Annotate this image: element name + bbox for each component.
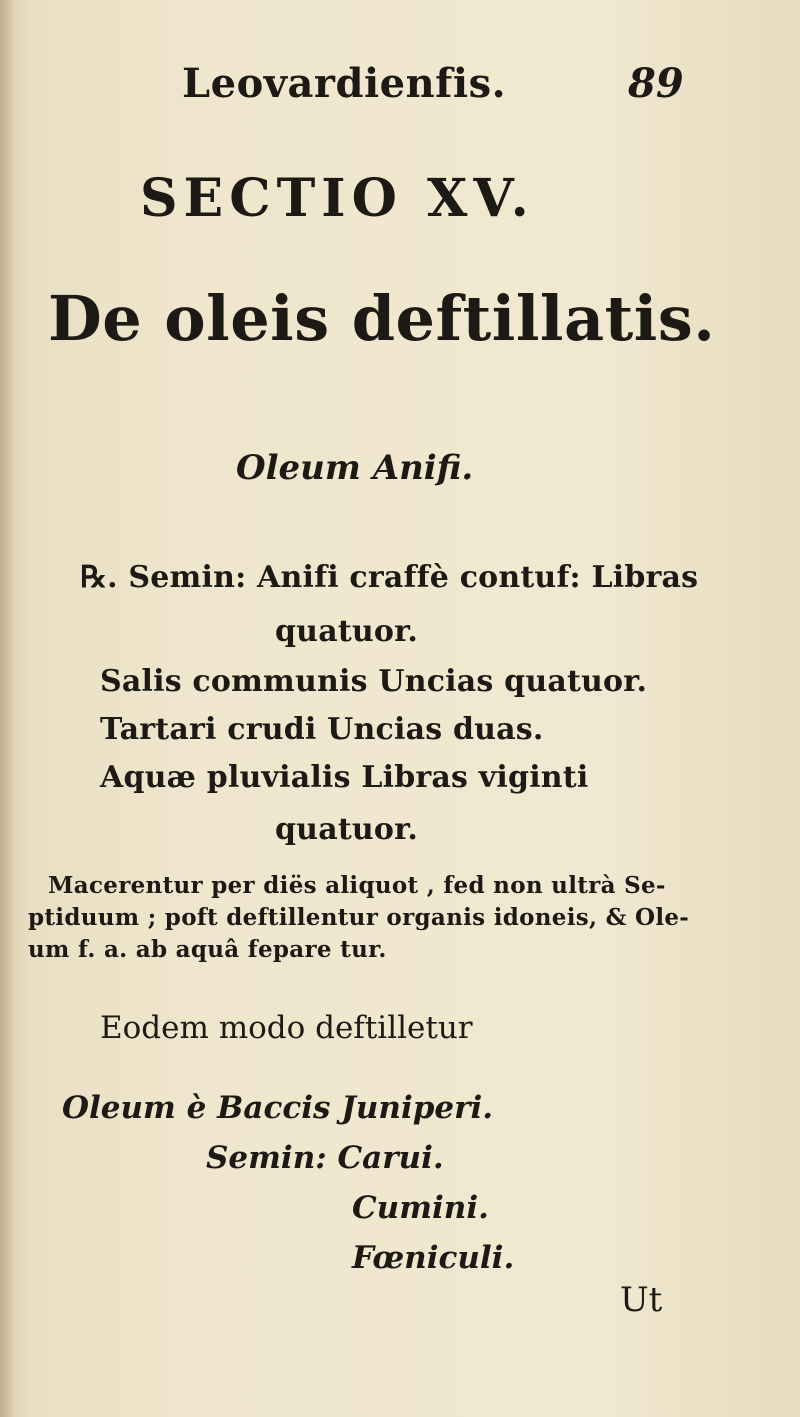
main-title: De oleis deftillatis. bbox=[48, 282, 716, 355]
list-item: Semin: Carui. bbox=[206, 1140, 444, 1176]
running-title: Leovardienfis. bbox=[182, 60, 507, 107]
recipe-line: quatuor. bbox=[275, 614, 419, 649]
recipe-line: Tartari crudi Uncias duas. bbox=[100, 712, 544, 747]
list-item: Oleum è Baccis Juniperi. bbox=[62, 1090, 494, 1126]
list-item: Cumini. bbox=[352, 1190, 489, 1226]
catchword: Ut bbox=[620, 1280, 663, 1320]
list-item: Fœniculi. bbox=[352, 1240, 515, 1276]
recipe-line: quatuor. bbox=[275, 812, 419, 847]
note-line: um f. a. ab aquâ fepare tur. bbox=[28, 936, 387, 963]
eodem-line: Eodem modo deftilletur bbox=[100, 1010, 473, 1046]
recipe-line: Aquæ pluvialis Libras viginti bbox=[100, 760, 589, 795]
recipe-line: Salis communis Uncias quatuor. bbox=[100, 664, 648, 699]
section-heading: SECTIO XV. bbox=[140, 168, 535, 229]
note-line: Macerentur per diës aliquot , fed non ultrà Se- bbox=[48, 872, 666, 899]
note-line: ptiduum ; poft deftillentur organis idoneis, & Ole- bbox=[28, 904, 690, 931]
recipe-title: Oleum Anifi. bbox=[236, 448, 474, 488]
page-number: 89 bbox=[628, 60, 684, 107]
recipe-line: ℞. Semin: Anifi craffè contuf: Libras bbox=[80, 560, 699, 595]
page-binding-shadow bbox=[0, 0, 14, 1417]
